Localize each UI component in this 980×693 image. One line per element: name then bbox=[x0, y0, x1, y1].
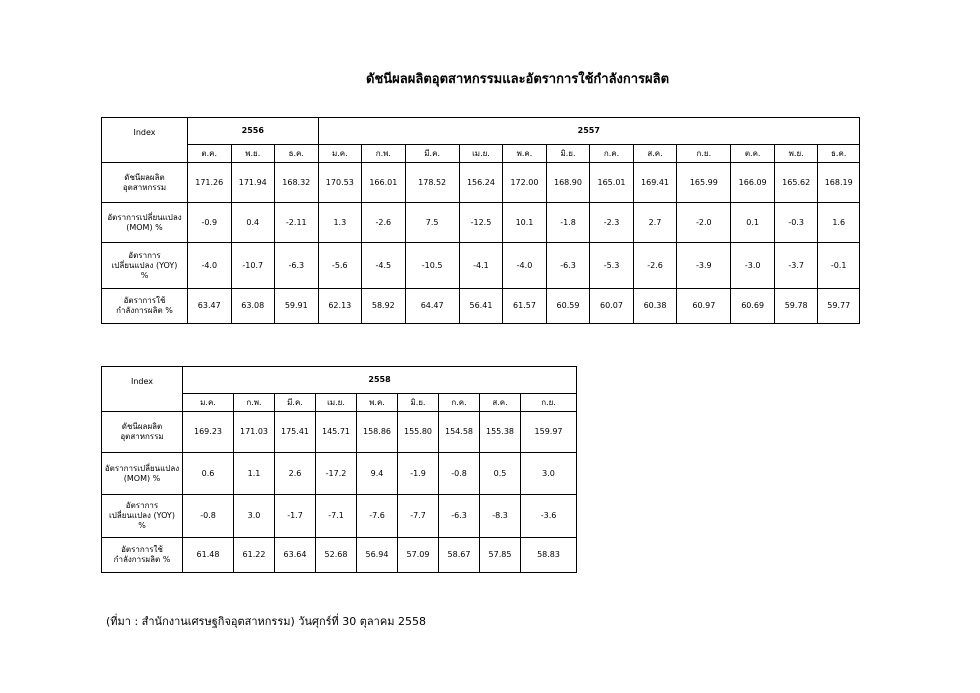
month-header: มี.ค. bbox=[275, 394, 316, 412]
year-header: 2557 bbox=[318, 118, 859, 145]
table-cell: 1.6 bbox=[818, 203, 860, 243]
table-cell: -1.9 bbox=[398, 453, 439, 495]
table-cell: 52.68 bbox=[316, 538, 357, 573]
table-cell: 60.69 bbox=[731, 289, 775, 324]
table-cell: 56.41 bbox=[459, 289, 503, 324]
month-header: ต.ค. bbox=[187, 145, 231, 163]
table-cell: -2.6 bbox=[362, 203, 406, 243]
table-cell: 165.62 bbox=[774, 163, 818, 203]
table-cell: 168.19 bbox=[818, 163, 860, 203]
table-cell: 166.09 bbox=[731, 163, 775, 203]
month-header: มิ.ย. bbox=[398, 394, 439, 412]
table-cell: -1.8 bbox=[546, 203, 590, 243]
table-cell: -12.5 bbox=[459, 203, 503, 243]
table-cell: -8.3 bbox=[480, 495, 521, 538]
table-cell: 159.97 bbox=[521, 412, 577, 453]
table-cell: 60.97 bbox=[677, 289, 731, 324]
table-cell: 171.26 bbox=[187, 163, 231, 203]
table-cell: 61.48 bbox=[183, 538, 234, 573]
month-header: ธ.ค. bbox=[275, 145, 319, 163]
month-header: ก.พ. bbox=[362, 145, 406, 163]
table-row bbox=[102, 495, 577, 538]
table-cell: 171.94 bbox=[231, 163, 275, 203]
table-cell: 0.4 bbox=[231, 203, 275, 243]
table-cell: 172.00 bbox=[503, 163, 547, 203]
table-cell: -3.7 bbox=[774, 243, 818, 289]
month-header: เม.ย. bbox=[459, 145, 503, 163]
table-cell: 169.23 bbox=[183, 412, 234, 453]
table-cell: 63.64 bbox=[275, 538, 316, 573]
month-header: ก.ค. bbox=[590, 145, 634, 163]
table-cell: 155.38 bbox=[480, 412, 521, 453]
month-header: ก.ย. bbox=[677, 145, 731, 163]
table-cell: 169.41 bbox=[633, 163, 677, 203]
table-cell: 0.1 bbox=[731, 203, 775, 243]
table-cell: 178.52 bbox=[405, 163, 459, 203]
table-cell: 168.90 bbox=[546, 163, 590, 203]
row-label: อัตราการใช้ กำลังการผลิต % bbox=[102, 289, 188, 324]
month-header: มี.ค. bbox=[405, 145, 459, 163]
table-cell: 158.86 bbox=[357, 412, 398, 453]
table-cell: -3.6 bbox=[521, 495, 577, 538]
table-cell: -5.3 bbox=[590, 243, 634, 289]
table-cell: -7.6 bbox=[357, 495, 398, 538]
table-cell: 156.24 bbox=[459, 163, 503, 203]
month-header: ม.ค. bbox=[183, 394, 234, 412]
month-header: ก.ค. bbox=[439, 394, 480, 412]
month-header: พ.ค. bbox=[357, 394, 398, 412]
table-cell: 165.01 bbox=[590, 163, 634, 203]
table-cell: -7.7 bbox=[398, 495, 439, 538]
table-cell: 62.13 bbox=[318, 289, 362, 324]
table-cell: 3.0 bbox=[521, 453, 577, 495]
table-cell: 61.22 bbox=[234, 538, 275, 573]
table-cell: 165.99 bbox=[677, 163, 731, 203]
table-cell: -0.9 bbox=[187, 203, 231, 243]
table-cell: 58.92 bbox=[362, 289, 406, 324]
table-cell: 2.7 bbox=[633, 203, 677, 243]
table-cell: -6.3 bbox=[439, 495, 480, 538]
table-row bbox=[102, 289, 860, 324]
table-cell: 63.08 bbox=[231, 289, 275, 324]
production-index-table-2556-2557 bbox=[101, 117, 860, 324]
table-cell: 2.6 bbox=[275, 453, 316, 495]
table-cell: 175.41 bbox=[275, 412, 316, 453]
table-cell: 171.03 bbox=[234, 412, 275, 453]
table-cell: -0.3 bbox=[774, 203, 818, 243]
year-header: 2558 bbox=[183, 367, 577, 394]
table-cell: 59.78 bbox=[774, 289, 818, 324]
table-cell: 60.38 bbox=[633, 289, 677, 324]
table-cell: 60.07 bbox=[590, 289, 634, 324]
table-cell: -7.1 bbox=[316, 495, 357, 538]
table-cell: -6.3 bbox=[275, 243, 319, 289]
table-row bbox=[102, 453, 577, 495]
month-header: ส.ค. bbox=[633, 145, 677, 163]
table-row bbox=[102, 538, 577, 573]
table-cell: 57.09 bbox=[398, 538, 439, 573]
table-cell: -2.3 bbox=[590, 203, 634, 243]
table-cell: 58.67 bbox=[439, 538, 480, 573]
table-cell: -17.2 bbox=[316, 453, 357, 495]
table-cell: 64.47 bbox=[405, 289, 459, 324]
month-header: พ.ย. bbox=[774, 145, 818, 163]
table-cell: 9.4 bbox=[357, 453, 398, 495]
table-cell: 3.0 bbox=[234, 495, 275, 538]
table-cell: 58.83 bbox=[521, 538, 577, 573]
table-cell: 0.5 bbox=[480, 453, 521, 495]
month-header: มิ.ย. bbox=[546, 145, 590, 163]
table-cell: -0.1 bbox=[818, 243, 860, 289]
month-header: ต.ค. bbox=[731, 145, 775, 163]
table-cell: 170.53 bbox=[318, 163, 362, 203]
table-cell: -4.0 bbox=[187, 243, 231, 289]
source-note: (ที่มา : สำนักงานเศรษฐกิจอุตสาหกรรม) วันศุกร์ที่ 30 ตุลาคม 2558 bbox=[106, 615, 426, 628]
table-cell: -2.0 bbox=[677, 203, 731, 243]
table-cell: -0.8 bbox=[183, 495, 234, 538]
table-cell: 63.47 bbox=[187, 289, 231, 324]
table-row bbox=[102, 243, 860, 289]
table-cell: 59.77 bbox=[818, 289, 860, 324]
month-header: ส.ค. bbox=[480, 394, 521, 412]
table-cell: 0.6 bbox=[183, 453, 234, 495]
month-header: ธ.ค. bbox=[818, 145, 860, 163]
table-cell: 59.91 bbox=[275, 289, 319, 324]
table-cell: -2.11 bbox=[275, 203, 319, 243]
row-label: อัตราการใช้ กำลังการผลิต % bbox=[102, 538, 183, 573]
document-title: ดัชนีผลผลิตอุตสาหกรรมและอัตราการใช้กำลังการผลิต bbox=[366, 72, 670, 87]
table-cell: 145.71 bbox=[316, 412, 357, 453]
month-header: พ.ค. bbox=[503, 145, 547, 163]
month-header: ม.ค. bbox=[318, 145, 362, 163]
table-row bbox=[102, 203, 860, 243]
table-row bbox=[102, 163, 860, 203]
table-cell: 155.80 bbox=[398, 412, 439, 453]
month-header: พ.ย. bbox=[231, 145, 275, 163]
table-cell: 10.1 bbox=[503, 203, 547, 243]
row-label: อัตราการ เปลี่ยนแปลง (YOY) % bbox=[102, 495, 183, 538]
table-cell: 7.5 bbox=[405, 203, 459, 243]
month-header: ก.พ. bbox=[234, 394, 275, 412]
month-header: ก.ย. bbox=[521, 394, 577, 412]
table-cell: -10.5 bbox=[405, 243, 459, 289]
row-label: อัตราการเปลี่ยนแปลง (MOM) % bbox=[102, 453, 183, 495]
table-cell: -4.0 bbox=[503, 243, 547, 289]
table-cell: 1.1 bbox=[234, 453, 275, 495]
table-cell: -4.1 bbox=[459, 243, 503, 289]
production-index-table-2558 bbox=[101, 366, 577, 573]
table-cell: 168.32 bbox=[275, 163, 319, 203]
table-cell: 154.58 bbox=[439, 412, 480, 453]
table-cell: 166.01 bbox=[362, 163, 406, 203]
row-label: ดัชนีผลผลิต อุตสาหกรรม bbox=[102, 412, 183, 453]
table-cell: 56.94 bbox=[357, 538, 398, 573]
table-cell: 61.57 bbox=[503, 289, 547, 324]
index-header: Index bbox=[102, 367, 183, 412]
table-cell: -5.6 bbox=[318, 243, 362, 289]
table-row bbox=[102, 412, 577, 453]
year-header: 2556 bbox=[187, 118, 318, 145]
month-header: เม.ย. bbox=[316, 394, 357, 412]
table-cell: 60.59 bbox=[546, 289, 590, 324]
table-cell: 1.3 bbox=[318, 203, 362, 243]
table-cell: -2.6 bbox=[633, 243, 677, 289]
table-cell: -3.9 bbox=[677, 243, 731, 289]
row-label: ดัชนีผลผลิต อุตสาหกรรม bbox=[102, 163, 188, 203]
index-header: Index bbox=[102, 118, 188, 163]
table-cell: -4.5 bbox=[362, 243, 406, 289]
table-cell: -1.7 bbox=[275, 495, 316, 538]
table-cell: -10.7 bbox=[231, 243, 275, 289]
row-label: อัตราการเปลี่ยนแปลง (MOM) % bbox=[102, 203, 188, 243]
table-cell: -0.8 bbox=[439, 453, 480, 495]
table-cell: -3.0 bbox=[731, 243, 775, 289]
table-cell: -6.3 bbox=[546, 243, 590, 289]
row-label: อัตราการ เปลี่ยนแปลง (YOY) % bbox=[102, 243, 188, 289]
table-cell: 57.85 bbox=[480, 538, 521, 573]
